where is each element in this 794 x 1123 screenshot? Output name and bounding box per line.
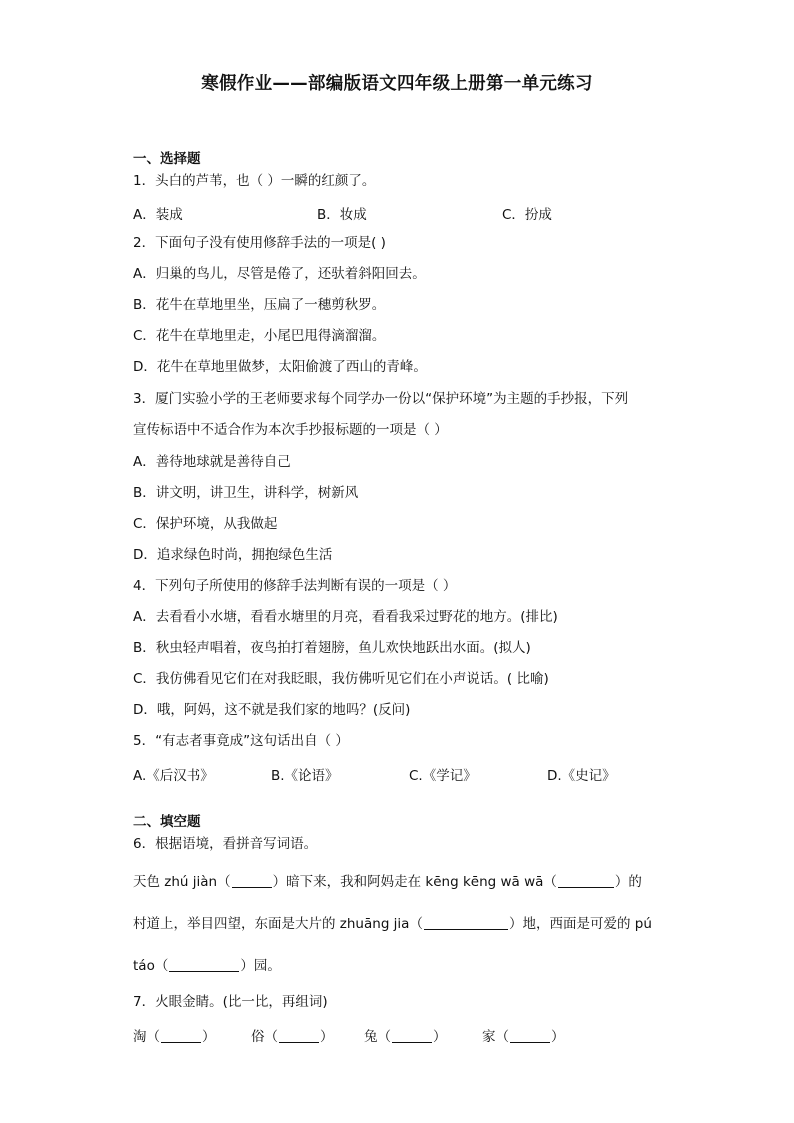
- question-3-option-b: B．讲文明，讲卫生，讲科学，树新风: [133, 485, 359, 501]
- question-7-item-3: [364, 1025, 447, 1045]
- question-1-option-b: B．妆成: [317, 207, 367, 223]
- section-heading-choice: 一、选择题: [133, 151, 201, 167]
- question-4-option-b: B．秋虫轻声唱着，夜鸟拍打着翅膀，鱼儿欢快地跃出水面。(拟人): [133, 640, 531, 656]
- question-1-option-c: C．扮成: [502, 207, 552, 223]
- closing-paren: ）: [433, 1029, 447, 1045]
- page-title: 寒假作业——部编版语文四年级上册第一单元练习: [201, 74, 593, 94]
- section-heading-fill-in: 二、填空题: [133, 814, 201, 830]
- answer-blank-jia[interactable]: [510, 1028, 550, 1043]
- question-5-option-b: B.《论语》: [271, 768, 339, 784]
- question-6-line-3-part-b: ）园。: [240, 958, 281, 974]
- answer-blank-tu[interactable]: [392, 1028, 432, 1043]
- question-5-stem: 5．“有志者事竟成”这句话出自（ ）: [133, 733, 349, 749]
- question-1-stem: 1．头白的芦苇，也（ ）一瞬的红颜了。: [133, 173, 376, 189]
- closing-paren: ）: [202, 1029, 216, 1045]
- answer-blank-su[interactable]: [279, 1028, 319, 1043]
- closing-paren: ）: [551, 1029, 565, 1045]
- question-6-line-2-part-a: 村道上，举目四望，东面是大片的 zhuāng jia（: [133, 916, 423, 932]
- question-6-line-1-part-a: 天色 zhú jiàn（: [133, 874, 231, 890]
- question-4-option-c: C．我仿佛看见它们在对我眨眼，我仿佛听见它们在小声说话。( 比喻): [133, 671, 549, 687]
- question-7-item-2: [251, 1025, 334, 1045]
- question-6-line-3-part-a: táo（: [133, 958, 169, 974]
- question-3-option-c: C．保护环境，从我做起: [133, 516, 278, 532]
- question-5-option-c: C.《学记》: [409, 768, 477, 784]
- answer-blank-zhuangjia[interactable]: [424, 915, 508, 930]
- question-2-stem: 2．下面句子没有使用修辞手法的一项是( ): [133, 235, 386, 251]
- question-3-option-a: A．善待地球就是善待自己: [133, 454, 291, 470]
- question-3-option-d: D．追求绿色时尚，拥抱绿色生活: [133, 547, 333, 563]
- answer-blank-zhujian[interactable]: [232, 873, 272, 888]
- question-4-option-a: A．去看看小水塘，看看水塘里的月亮，看看我采过野花的地方。(排比): [133, 609, 558, 625]
- question-6-line-1-part-b: ）暗下来，我和阿妈走在 kēng kēng wā wā（: [272, 874, 557, 890]
- question-3-stem-line-1: 3．厦门实验小学的王老师要求每个同学办一份以“保护环境”为主题的手抄报，下列: [133, 391, 629, 407]
- question-3-stem-line-2: 宣传标语中不适合作为本次手抄报标题的一项是（ ）: [133, 422, 448, 438]
- question-5-option-a: A.《后汉书》: [133, 768, 214, 784]
- question-6-line-3: [133, 957, 281, 975]
- answer-blank-putao[interactable]: [169, 957, 239, 972]
- question-4-option-d: D．哦，阿妈，这不就是我们家的地吗？(反问): [133, 702, 411, 718]
- question-4-stem: 4．下列句子所使用的修辞手法判断有误的一项是（ ）: [133, 578, 457, 594]
- question-7-char-3: 兔（: [364, 1029, 391, 1045]
- question-6-line-1-part-c: ）的: [614, 874, 642, 890]
- question-2-option-d: D．花牛在草地里做梦，太阳偷渡了西山的青峰。: [133, 359, 427, 375]
- question-7-char-4: 家（: [482, 1029, 509, 1045]
- question-6-line-2-part-b: ）地，西面是可爱的 pú: [508, 916, 652, 932]
- question-6-line-2: [133, 915, 652, 933]
- question-5-option-d: D.《史记》: [547, 768, 616, 784]
- question-7-item-4: [482, 1025, 565, 1045]
- question-2-option-b: B．花牛在草地里坐，压扁了一穗剪秋罗。: [133, 297, 386, 313]
- question-7-stem: 7．火眼金睛。(比一比，再组词): [133, 994, 328, 1010]
- answer-blank-kengkengwawa[interactable]: [558, 873, 614, 888]
- question-6-line-1: [133, 873, 642, 891]
- question-7-item-1: [133, 1025, 216, 1045]
- question-1-option-a: A．装成: [133, 207, 183, 223]
- closing-paren: ）: [320, 1029, 334, 1045]
- question-2-option-c: C．花牛在草地里走，小尾巴甩得滴溜溜。: [133, 328, 386, 344]
- question-2-option-a: A．归巢的鸟儿，尽管是倦了，还驮着斜阳回去。: [133, 266, 426, 282]
- question-7-char-1: 淘（: [133, 1029, 160, 1045]
- answer-blank-tao[interactable]: [161, 1028, 201, 1043]
- question-6-stem: 6．根据语境，看拼音写词语。: [133, 836, 318, 852]
- question-7-char-2: 俗（: [251, 1029, 278, 1045]
